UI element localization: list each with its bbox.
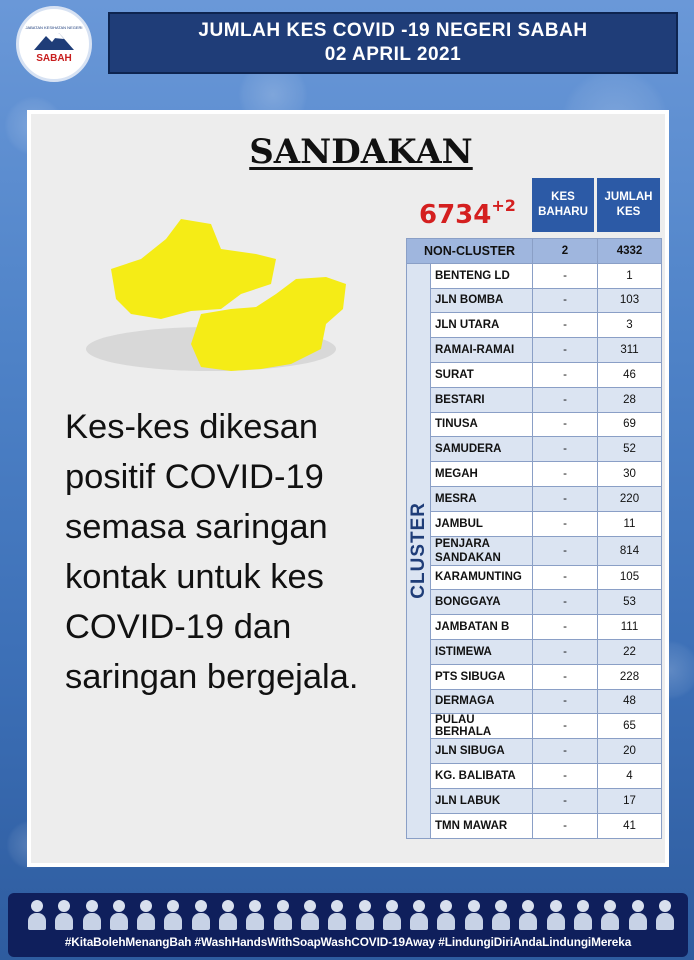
person-figure-icon	[354, 898, 376, 930]
person-figure-icon	[463, 898, 485, 930]
case-description: Kes-kes dikesan positif COVID-19 semasa saringan kontak untuk kes COVID-19 dan saringan bergejala.	[65, 408, 359, 696]
cluster-new-cases: -	[533, 788, 598, 813]
cluster-new-cases: -	[533, 387, 598, 412]
cluster-row	[407, 536, 662, 565]
cluster-new-cases: -	[533, 338, 598, 363]
person-figure-icon	[162, 898, 184, 930]
cluster-row	[407, 437, 662, 462]
cluster-row	[407, 739, 662, 764]
cluster-row	[407, 263, 662, 288]
non-cluster-total: 4332	[598, 239, 662, 264]
footer-hashtags: #KitaBolehMenangBah #WashHandsWithSoapWashCOVID-19Away #LindungiDiriAndaLindungiMereka	[64, 935, 632, 949]
cluster-new-cases: -	[533, 263, 598, 288]
person-figure-icon	[135, 898, 157, 930]
cluster-label-text: CLUSTER	[407, 502, 429, 600]
logo-tagline: JABATAN KESIHATAN NEGERI	[25, 24, 83, 30]
cluster-total-cases: 4	[598, 764, 662, 789]
cluster-total-cases: 46	[598, 362, 662, 387]
cluster-name: KG. BALIBATA	[431, 764, 533, 789]
cluster-total-cases: 11	[598, 511, 662, 536]
person-figure-icon	[490, 898, 512, 930]
cluster-new-cases: -	[533, 664, 598, 689]
cluster-new-cases: -	[533, 813, 598, 838]
cluster-new-cases: -	[533, 511, 598, 536]
cluster-row	[407, 664, 662, 689]
person-figure-icon	[217, 898, 239, 930]
cluster-new-cases: -	[533, 565, 598, 590]
person-figure-icon	[381, 898, 403, 930]
cluster-total-cases: 103	[598, 288, 662, 313]
cluster-group-label	[407, 263, 431, 838]
cluster-row	[407, 362, 662, 387]
sabah-health-logo	[16, 6, 92, 82]
mountain-icon	[32, 30, 76, 52]
cluster-row	[407, 565, 662, 590]
cluster-row	[407, 590, 662, 615]
cluster-row	[407, 462, 662, 487]
cumulative-total	[419, 196, 516, 230]
cluster-new-cases: -	[533, 739, 598, 764]
cluster-name: ISTIMEWA	[431, 639, 533, 664]
cluster-name: DERMAGA	[431, 689, 533, 714]
header-date: 02 APRIL 2021	[324, 44, 462, 65]
cluster-row	[407, 486, 662, 511]
cluster-new-cases: -	[533, 639, 598, 664]
cluster-row	[407, 639, 662, 664]
cluster-name: BESTARI	[431, 387, 533, 412]
cluster-total-cases: 17	[598, 788, 662, 813]
cluster-new-cases: -	[533, 689, 598, 714]
column-header-total-cases: JUMLAH KES	[597, 178, 660, 232]
cluster-new-cases: -	[533, 462, 598, 487]
non-cluster-label: NON-CLUSTER	[407, 239, 533, 264]
cluster-name: JLN UTARA	[431, 313, 533, 338]
cluster-name: BENTENG LD	[431, 263, 533, 288]
cluster-name: MEGAH	[431, 462, 533, 487]
person-figure-icon	[53, 898, 75, 930]
new-cases-value: +2	[491, 196, 516, 215]
map-region-north	[111, 219, 276, 319]
cluster-new-cases: -	[533, 437, 598, 462]
cluster-row	[407, 714, 662, 739]
person-figure-icon	[190, 898, 212, 930]
cluster-name: JLN BOMBA	[431, 288, 533, 313]
cluster-total-cases: 30	[598, 462, 662, 487]
cluster-name: RAMAI-RAMAI	[431, 338, 533, 363]
cluster-row	[407, 412, 662, 437]
cluster-name: TINUSA	[431, 412, 533, 437]
cluster-new-cases: -	[533, 288, 598, 313]
person-figure-icon	[572, 898, 594, 930]
cluster-name: JAMBATAN B	[431, 615, 533, 640]
person-figure-icon	[108, 898, 130, 930]
cases-table	[406, 238, 662, 839]
cluster-row	[407, 338, 662, 363]
person-figure-icon	[299, 898, 321, 930]
cluster-name: SAMUDERA	[431, 437, 533, 462]
cluster-row	[407, 511, 662, 536]
cluster-total-cases: 41	[598, 813, 662, 838]
person-figure-icon	[244, 898, 266, 930]
person-figure-icon	[26, 898, 48, 930]
non-cluster-row	[407, 239, 662, 264]
person-figure-icon	[272, 898, 294, 930]
cluster-total-cases: 228	[598, 664, 662, 689]
cluster-total-cases: 311	[598, 338, 662, 363]
cluster-total-cases: 48	[598, 689, 662, 714]
profession-figures	[26, 898, 676, 932]
cluster-total-cases: 20	[598, 739, 662, 764]
person-figure-icon	[654, 898, 676, 930]
cluster-total-cases: 69	[598, 412, 662, 437]
cluster-name: TMN MAWAR	[431, 813, 533, 838]
cluster-total-cases: 105	[598, 565, 662, 590]
cluster-name: JLN LABUK	[431, 788, 533, 813]
person-figure-icon	[517, 898, 539, 930]
cluster-total-cases: 52	[598, 437, 662, 462]
report-header	[108, 12, 678, 74]
cluster-new-cases: -	[533, 714, 598, 739]
cluster-name: PTS SIBUGA	[431, 664, 533, 689]
cluster-total-cases: 53	[598, 590, 662, 615]
person-figure-icon	[81, 898, 103, 930]
cluster-name: PENJARA SANDAKAN	[431, 536, 533, 565]
cluster-new-cases: -	[533, 590, 598, 615]
cluster-row	[407, 788, 662, 813]
person-figure-icon	[627, 898, 649, 930]
logo-text: SABAH	[36, 52, 72, 64]
cluster-total-cases: 65	[598, 714, 662, 739]
total-cases-value: 6734	[419, 200, 492, 230]
cluster-total-cases: 22	[598, 639, 662, 664]
cluster-total-cases: 28	[598, 387, 662, 412]
person-figure-icon	[435, 898, 457, 930]
cluster-new-cases: -	[533, 362, 598, 387]
cluster-new-cases: -	[533, 615, 598, 640]
non-cluster-new: 2	[533, 239, 598, 264]
cluster-name: PULAU BERHALA	[431, 714, 533, 739]
district-title: SANDAKAN	[249, 132, 473, 172]
cluster-name: MESRA	[431, 486, 533, 511]
cluster-row	[407, 764, 662, 789]
cluster-total-cases: 111	[598, 615, 662, 640]
cluster-new-cases: -	[533, 412, 598, 437]
cluster-new-cases: -	[533, 486, 598, 511]
person-figure-icon	[326, 898, 348, 930]
cluster-name: SURAT	[431, 362, 533, 387]
person-figure-icon	[408, 898, 430, 930]
footer-banner	[8, 893, 688, 957]
cluster-row	[407, 813, 662, 838]
cluster-new-cases: -	[533, 764, 598, 789]
column-header-new-cases: KES BAHARU	[532, 178, 594, 232]
cluster-total-cases: 814	[598, 536, 662, 565]
cluster-row	[407, 387, 662, 412]
cluster-name: JLN SIBUGA	[431, 739, 533, 764]
person-figure-icon	[545, 898, 567, 930]
district-map	[71, 199, 351, 389]
cluster-new-cases: -	[533, 536, 598, 565]
cluster-row	[407, 689, 662, 714]
header-title: JUMLAH KES COVID -19 NEGERI SABAH	[198, 20, 588, 41]
cluster-name: BONGGAYA	[431, 590, 533, 615]
person-figure-icon	[599, 898, 621, 930]
cluster-total-cases: 1	[598, 263, 662, 288]
cluster-new-cases: -	[533, 313, 598, 338]
district-panel	[27, 110, 669, 867]
cluster-row	[407, 313, 662, 338]
cluster-total-cases: 3	[598, 313, 662, 338]
cluster-name: JAMBUL	[431, 511, 533, 536]
cluster-total-cases: 220	[598, 486, 662, 511]
cluster-row	[407, 288, 662, 313]
cluster-name: KARAMUNTING	[431, 565, 533, 590]
cluster-row	[407, 615, 662, 640]
